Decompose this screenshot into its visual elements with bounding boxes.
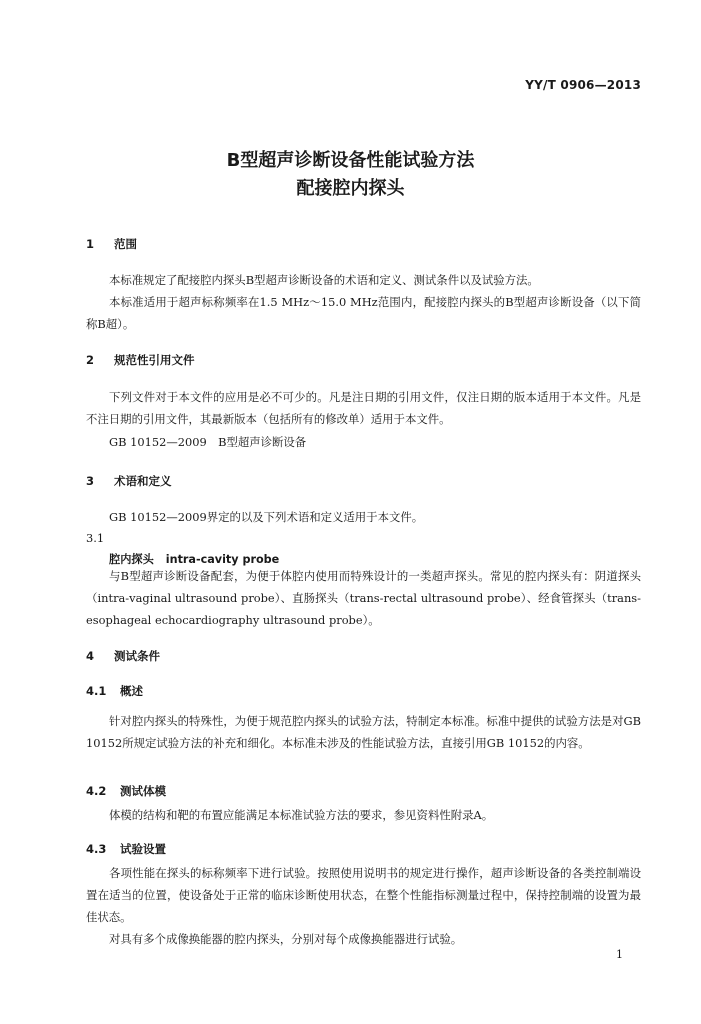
subsection-4-3-paragraph-1: 各项性能在探头的标称频率下进行试验。按照使用说明书的规定进行操作，超声诊断设备的各类控制端设置在适当的位置，使设备处于正常的临床诊断使用状态，在整个性能指标测量过程中，保持控制端的设置为最佳状态。 bbox=[86, 866, 641, 924]
subsection-4-2-heading bbox=[86, 783, 166, 799]
section-title: 测试条件 bbox=[114, 649, 160, 663]
section-number: 1 bbox=[86, 237, 95, 251]
term-english: intra-cavity probe bbox=[165, 553, 280, 566]
section-number: 4 bbox=[86, 649, 95, 663]
section-2-paragraph-1: 下列文件对于本文件的应用是必不可少的。凡是注日期的引用文件，仅注日期的版本适用于本文件。凡是不注日期的引用文件，其最新版本（包括所有的修改单）适用于本文件。 bbox=[86, 390, 641, 426]
section-number: 3 bbox=[86, 474, 95, 488]
standard-number: YY/T 0906—2013 bbox=[525, 78, 641, 92]
section-1-paragraph-2: 本标准适用于超声标称频率在1.5 MHz～15.0 MHz范围内，配接腔内探头的B型超声诊断设备（以下简称B超）。 bbox=[86, 295, 641, 331]
subsection-4-3-heading bbox=[86, 841, 166, 857]
normative-reference: GB 10152—2009 B型超声诊断设备 bbox=[109, 435, 307, 449]
section-title: 规范性引用文件 bbox=[114, 353, 195, 367]
term-definition: 与B型超声诊断设备配套，为便于体腔内使用而特殊设计的一类超声探头。常见的腔内探头有：阴道探头（intra-vaginal ultrasound probe）、直肠探头（trans-rectal ultrasound probe）、经食管探头（trans-esophageal echocardiography ultrasound probe）。 bbox=[86, 569, 641, 627]
subsection-title: 概述 bbox=[120, 684, 143, 698]
section-3-heading bbox=[86, 473, 172, 489]
document-title: B型超声诊断设备性能试验方法 bbox=[226, 150, 475, 171]
section-title: 范围 bbox=[114, 237, 137, 251]
section-1-heading bbox=[86, 236, 137, 252]
section-title: 术语和定义 bbox=[114, 474, 172, 488]
section-2-heading bbox=[86, 352, 195, 368]
clause-number: 3.1 bbox=[86, 531, 105, 545]
subsection-title: 试验设置 bbox=[120, 842, 166, 856]
page-number: 1 bbox=[616, 948, 623, 961]
subsection-number: 4.2 bbox=[86, 784, 107, 798]
section-3-paragraph-1: GB 10152—2009界定的以及下列术语和定义适用于本文件。 bbox=[109, 510, 424, 524]
subsection-4-2-paragraph: 体模的结构和靶的布置应能满足本标准试验方法的要求，参见资料性附录A。 bbox=[109, 808, 494, 822]
subsection-number: 4.3 bbox=[86, 842, 107, 856]
document-subtitle: 配接腔内探头 bbox=[296, 178, 405, 199]
subsection-number: 4.1 bbox=[86, 684, 107, 698]
subsection-4-1-paragraph: 针对腔内探头的特殊性，为便于规范腔内探头的试验方法，特制定本标准。标准中提供的试验方法是对GB 10152所规定试验方法的补充和细化。本标准未涉及的性能试验方法，直接引用GB 10152的内容。 bbox=[86, 714, 641, 750]
section-4-heading bbox=[86, 648, 160, 664]
subsection-4-3-paragraph-2: 对具有多个成像换能器的腔内探头，分别对每个成像换能器进行试验。 bbox=[109, 932, 463, 946]
subsection-4-1-heading bbox=[86, 683, 143, 699]
term-chinese: 腔内探头 bbox=[109, 553, 154, 566]
section-1-paragraph-1: 本标准规定了配接腔内探头B型超声诊断设备的术语和定义、测试条件以及试验方法。 bbox=[109, 273, 539, 287]
section-number: 2 bbox=[86, 353, 95, 367]
subsection-title: 测试体模 bbox=[120, 784, 166, 798]
